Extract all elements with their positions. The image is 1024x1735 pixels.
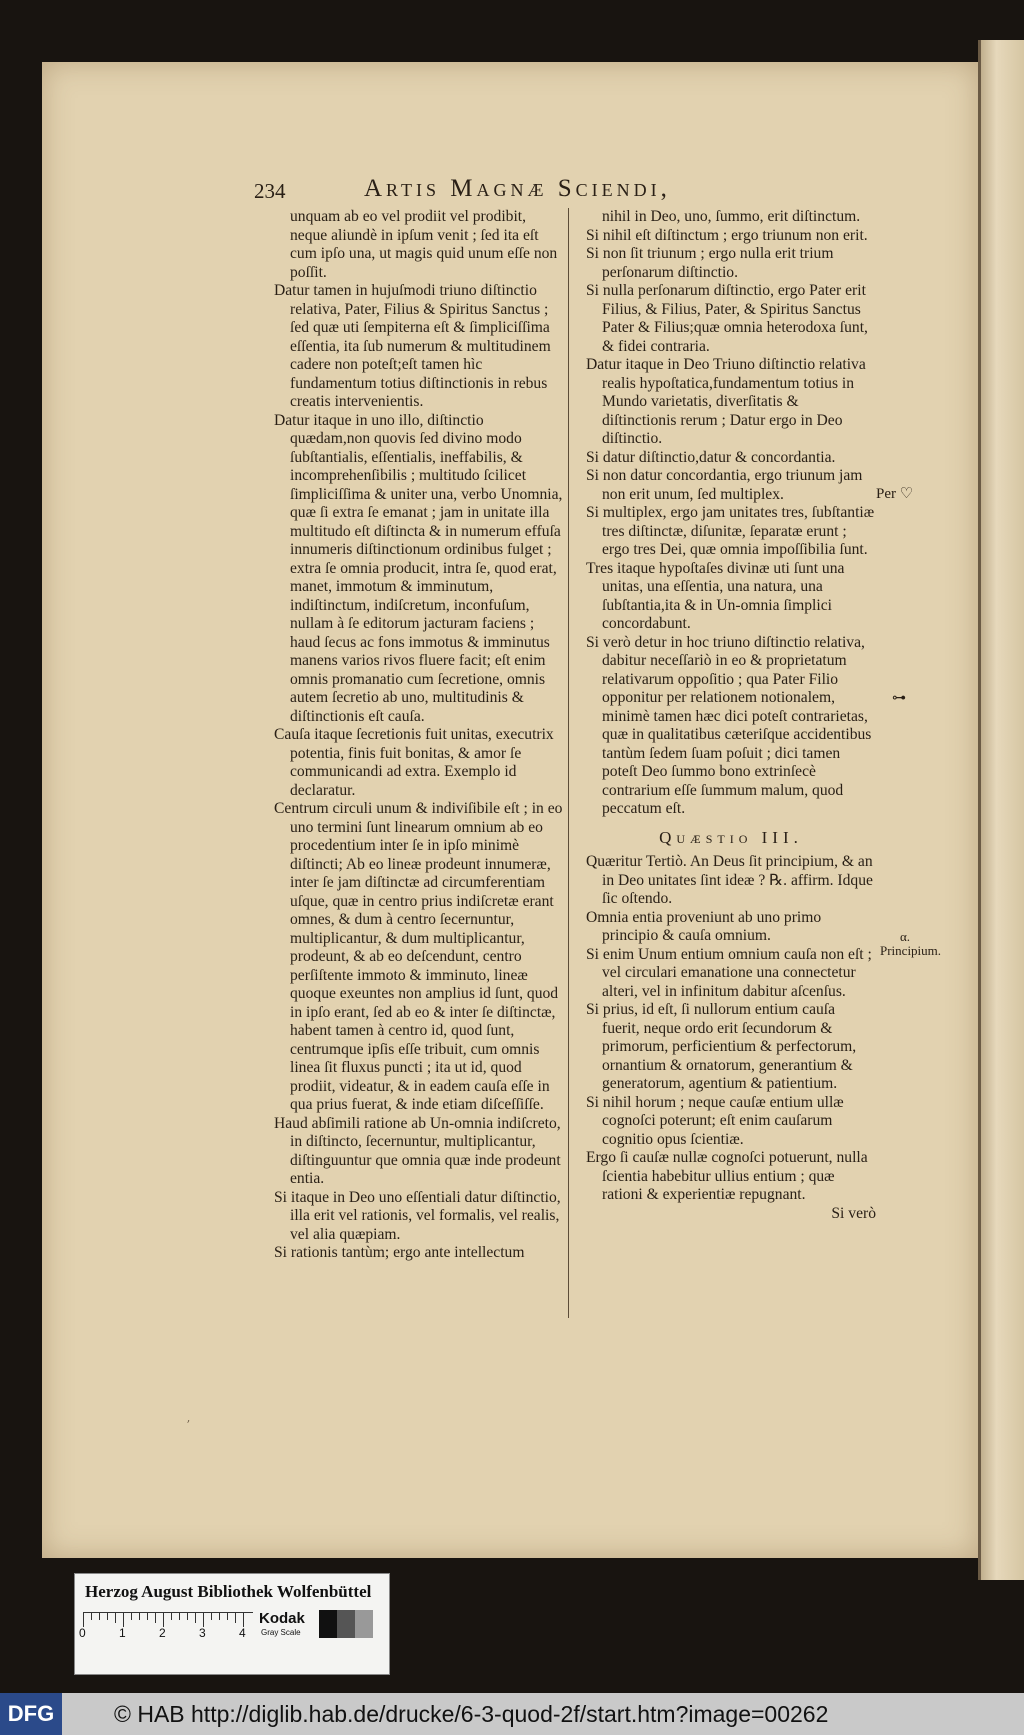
ruler-number: 3	[199, 1626, 206, 1640]
paragraph: Si prius, id eſt, ſi nullorum entium cauſa fuerit, neque ordo erit ſecundorum & primorum, perficientium & perfectorum, ornantium & ornatorum, generantium & generatorum, agentium & patientium.	[586, 1001, 857, 1092]
paragraph: Cauſa itaque ſecretionis fuit unitas, executrix potentia, finis fuit bonitas, & amor ſe communicandi ad extra. Exemplo id declaratur.	[274, 726, 554, 799]
paragraph: Si non ſit triunum ; ergo nulla erit trium perſonarum diſtinctio.	[586, 245, 834, 281]
catchword: Si verò	[831, 1204, 876, 1222]
paragraph: Quæritur Tertiò. An Deus ſit principium, & an in Deo unitates ſint ideæ ? ℞. affirm. Idque ſic oſtendo.	[586, 853, 873, 907]
ruler-tick	[203, 1613, 204, 1627]
ruler-tick	[219, 1613, 220, 1620]
paragraph: unquam ab eo vel prodiit vel prodibit, neque aliundè in ipſum venit ; ſed ita eſt cum ipſo una, ut magis quid unum eſſe non poſſit.	[290, 208, 558, 281]
ruler-tick	[99, 1613, 100, 1620]
paragraph: Tres itaque hypoſtaſes divinæ uti ſunt una unitas, una eſſentia, una natura, una ſubſtantia,ita & in Un-omnia ſimplici concordabunt.	[586, 559, 845, 632]
paragraph: Si nihil eſt diſtinctum ; ergo triunum non erit.	[586, 226, 868, 244]
ruler-tick	[243, 1613, 244, 1627]
ruler-tick	[227, 1613, 228, 1620]
ruler-number: 2	[159, 1626, 166, 1640]
scale-ruler	[83, 1612, 253, 1643]
left-column	[274, 208, 564, 1263]
paragraph: Datur itaque in Deo Triuno diſtinctio relativa realis hypoſtatica,fundamentum totius in Mundo varietatis, diverſitatis & diſtinctionis rerum ; Datur ergo in Deo diſtinctio.	[586, 356, 866, 447]
kodak-subtitle: Gray Scale	[261, 1628, 301, 1637]
ink-mark: ʼ	[186, 1418, 190, 1432]
ruler-tick	[179, 1613, 180, 1620]
ruler-tick	[235, 1613, 236, 1623]
ruler-tick	[155, 1613, 156, 1623]
page-header	[254, 175, 774, 205]
paragraph: Si itaque in Deo uno eſſentiali datur diſtinctio, illa erit vel rationis, vel formalis, vel realis, vel alia quæpiam.	[274, 1188, 561, 1243]
footer-bar	[0, 1693, 1024, 1735]
section-heading: Quæstio III.	[659, 827, 803, 847]
marginal-note-per: Per ♡	[876, 486, 914, 502]
ruler-tick	[163, 1613, 164, 1627]
ruler-number: 0	[79, 1626, 86, 1640]
running-head: Artis Magnæ Sciendi,	[364, 175, 671, 202]
library-color-label	[74, 1573, 390, 1675]
paragraph: Omnia entia proveniunt ab uno primo principio & cauſa omnium.	[586, 908, 822, 944]
marginal-note-principium: α. Principium.	[880, 929, 942, 958]
paragraph: Si verò detur in hoc triuno diſtinctio relativa, dabitur neceſſariò in eo & proprietatum relativarum oppoſitio ; qua Pater Filio opponitur per relationem notionalem, minimè tamen hæc dici poteſt contrarietas, quæ in qualitatibus cæteriſque accidentibus tantùm ſedem ſuam poſuit ; dici tamen poteſt Deo ſummo bono extrinſecè contrarium eſſe ſummum malum, quod peccatum eſt.	[586, 633, 872, 817]
ruler-tick	[115, 1613, 116, 1623]
copyright-link[interactable]: © HAB http://diglib.hab.de/drucke/6-3-quod-2f/start.htm?image=00262	[114, 1701, 829, 1727]
paragraph: Datur itaque in uno illo, diſtinctio quædam,non quovis ſed divino modo ſubſtantialis, eſſentialis, ineffabilis, & incomprehenſibilis ; multitudo ſcilicet ſimpliciſſima & uniter una, verbo Unomnia, quæ ſi extra ſe emanat ; jam in unitate illa multitudo eſt diſtincta & in numerum effuſa innumeris diſtinctionum ordinibus fulget ; extra ſe omnia producit, intra ſe, quod erat, manet, immotum & imminutum, indiſtinctum, indiſcretum, inconfuſum, nullam à ſe editorum jacturam faciens ; haud ſecus ac fons immotus & imminutus manens varios rivos fluere facit; eſt enim omnis promanatio cum ſecretione, omnis autem ſecretio ab uno, multitudinis & diſtinctionis eſt cauſa.	[274, 411, 563, 725]
ruler-tick	[147, 1613, 148, 1620]
ruler-tick	[195, 1613, 196, 1623]
ruler-tick	[107, 1613, 108, 1620]
ruler-tick	[123, 1613, 124, 1627]
right-column	[586, 208, 876, 1223]
ruler-tick	[91, 1613, 92, 1620]
paragraph: Datur tamen in hujuſmodi triuno diſtinctio relativa, Pater, Filius & Spiritus Sanctus ; ſed quæ uti ſempiterna eſt & ſimpliciſſima eſſentia, ita ſub numerum & multitudinem cadere non poteſt;eſt tamen hìc fundamentum totius diſtinctionis in rebus creatis intervenientis.	[274, 282, 551, 410]
kodak-brand: Kodak	[259, 1610, 305, 1627]
paragraph: nihil in Deo, uno, ſummo, erit diſtinctum.	[602, 208, 861, 225]
paragraph: Si nulla perſonarum diſtinctio, ergo Pater erit Filius, & Filius, Pater, & Spiritus Sanctus Pater & Filius;quæ omnia heterodoxa ſunt, & fidei contraria.	[586, 282, 868, 355]
paragraph: Si nihil horum ; neque cauſæ entium ullæ cognoſci poterunt; eſt enim cauſarum cognitio opus ſcientiæ.	[586, 1093, 844, 1148]
facing-page-edge	[978, 40, 1024, 1580]
gray-swatch	[355, 1610, 373, 1638]
gray-swatch	[337, 1610, 355, 1638]
page-number: 234	[254, 179, 286, 203]
paragraph: Si datur diſtinctio,datur & concordantia.	[586, 448, 836, 466]
paragraph: Si non datur concordantia, ergo triunum jam non erit unum, ſed multiplex.	[586, 467, 863, 503]
paragraph: Si rationis tantùm; ergo ante intellectum	[274, 1244, 525, 1261]
gray-swatch	[319, 1610, 337, 1638]
ruler-number: 4	[239, 1626, 246, 1640]
ruler-tick	[171, 1613, 172, 1620]
column-rule	[568, 208, 569, 1318]
marginal-symbol: ⊶	[892, 691, 906, 706]
page-fold	[978, 40, 981, 1580]
ruler-tick	[139, 1613, 140, 1620]
ruler-tick	[83, 1613, 84, 1627]
ruler-tick	[211, 1613, 212, 1620]
paragraph: Ergo ſi cauſæ nullæ cognoſci potuerunt, nulla ſcientia habebitur ullius entium ; quæ rationi & experientiæ repugnant.	[586, 1149, 868, 1203]
dfg-logo: DFG	[0, 1693, 62, 1735]
ruler-number: 1	[119, 1626, 126, 1640]
library-name: Herzog August Bibliothek Wolfenbüttel	[85, 1582, 372, 1601]
paragraph: Centrum circuli unum & indiviſibile eſt ; in eo uno termini ſunt linearum omnium ab eo procedentium inter ſe in ipſo minimè diſtincti; Ab eo lineæ prodeunt innumeræ, inter ſe jam diſtinctæ ad circumferentiam uſque, quæ in centro prius indiſcretæ erant omnes, & dum à centro ſecernuntur, multiplicantur, & dum multiplicantur, prodeunt, & ab eo deſcendunt, centro perſiſtente immoto & imminuto, lineæ quoque exeuntes non amplius id ſunt, quod in ipſo erant, ſed ab eo & inter ſe diſtinctæ, habent tamen à centro id, quod ſunt, centrumque ipſis eſſe tribuit, cum omnis linea ſit fluxus puncti ; ita ut id, quod prodiit, videatur, & in eadem cauſa eſſe in qua prius fuerat, & inde etiam diſceſſiſſe.	[274, 800, 563, 1113]
paragraph: Si enim Unum entium omnium cauſa non eſt ; vel circulari emanatione una connectetur alteri, vel in infinitum dabitur aſcenſus.	[586, 945, 872, 1000]
paragraph: Si multiplex, ergo jam unitates tres, ſubſtantiæ tres diſtinctæ, diſunitæ, ſeparatæ erunt ; ergo tres Dei, quæ omnia impoſſibilia ſunt.	[586, 504, 875, 558]
ruler-tick	[131, 1613, 132, 1620]
ruler-tick	[187, 1613, 188, 1620]
paragraph: Haud abſimili ratione ab Un-omnia indiſcreto, in diſtincto, ſecernuntur, multiplicantur, diſtinguuntur que omnia quæ inde prodeunt entia.	[274, 1114, 561, 1187]
